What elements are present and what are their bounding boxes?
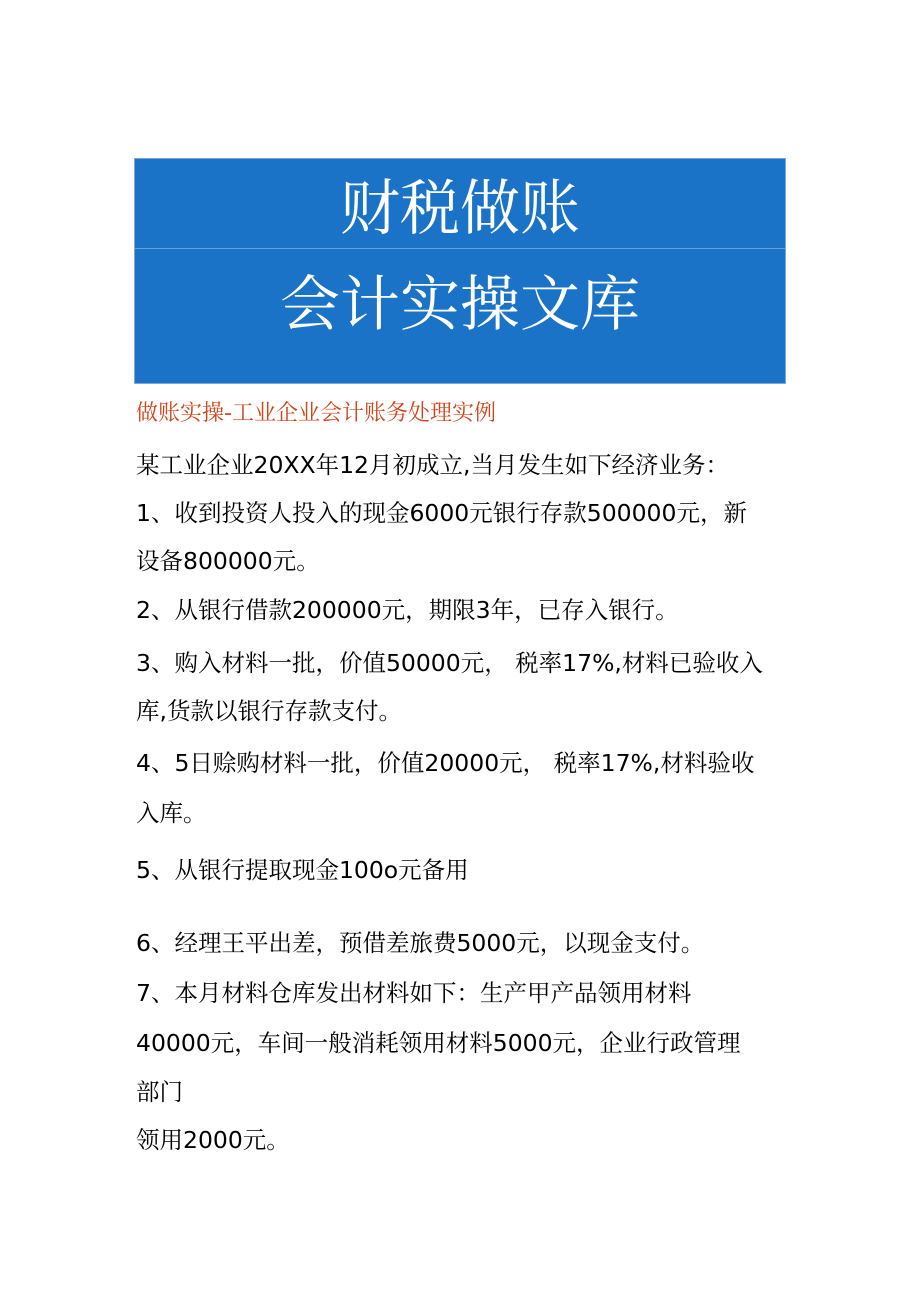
item-3-line-1: 3、购入材料一批，价值50000元， 税率17%,材料已验收入: [136, 649, 763, 677]
item-4-line-2: 入库。: [136, 799, 207, 827]
banner-divider: [135, 248, 785, 249]
item-4-line-1: 4、5日赊购材料一批，价值20000元， 税率17%,材料验收: [136, 749, 755, 777]
banner-title-line-2: 会计实操文库: [280, 270, 640, 340]
title-banner: [134, 158, 786, 384]
intro-line: 某工业企业20XX年12月初成立,当月发生如下经济业务：: [136, 451, 729, 479]
item-6-line: 6、经理王平出差，预借差旅费5000元，以现金支付。: [136, 929, 705, 957]
item-7-line-3: 部门: [136, 1078, 183, 1106]
item-7-line-2: 40000元，车间一般消耗领用材料5000元，企业行政管理: [136, 1029, 741, 1057]
item-5-line: 5、从银行提取现金100o元备用: [136, 856, 469, 884]
item-7-line-1: 7、本月材料仓库发出材料如下：生产甲产品领用材料: [136, 979, 692, 1007]
item-3-line-2: 库,货款以银行存款支付。: [136, 697, 402, 725]
item-1-line-2: 设备800000元。: [136, 547, 320, 575]
document-title: 做账实操-工业企业会计账务处理实例: [136, 401, 496, 426]
item-7-line-4: 领用2000元。: [136, 1126, 290, 1154]
item-2-line: 2、从银行借款200000元，期限3年，已存入银行。: [136, 596, 679, 624]
banner-title-line-1: 财税做账: [340, 174, 580, 244]
item-1-line-1: 1、收到投资人投入的现金6000元银行存款500000元，新: [136, 499, 747, 527]
